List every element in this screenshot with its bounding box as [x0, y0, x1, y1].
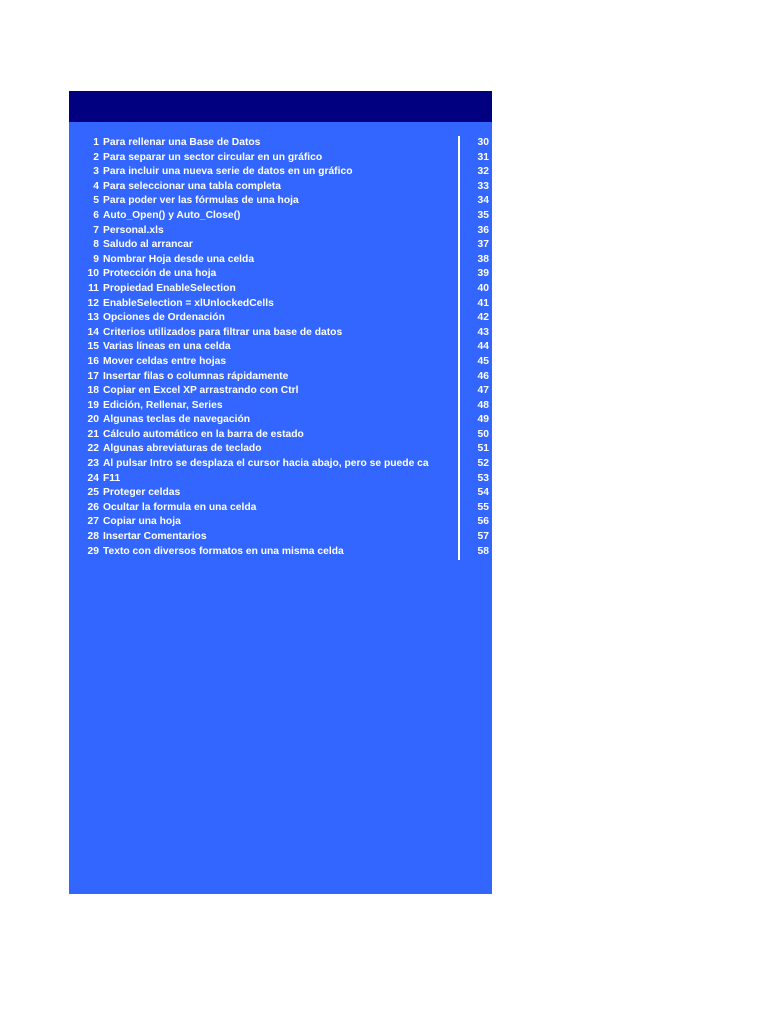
index-title[interactable]: Criterios utilizados para filtrar una base de datos [103, 326, 343, 338]
index-right-number: 58 [477, 545, 489, 557]
index-right-number: 33 [477, 180, 489, 192]
index-row[interactable] [69, 501, 492, 516]
index-number: 2 [93, 151, 99, 163]
index-title[interactable]: Propiedad EnableSelection [103, 282, 236, 294]
index-right-number: 39 [477, 268, 489, 280]
index-number: 3 [93, 166, 99, 178]
index-title[interactable]: Saludo al arrancar [103, 239, 193, 251]
index-right-number: 36 [477, 224, 489, 236]
index-right-number: 34 [477, 195, 489, 207]
index-right-number: 40 [477, 282, 489, 294]
index-number: 27 [87, 516, 99, 528]
index-title[interactable]: Insertar Comentarios [103, 531, 207, 543]
index-title[interactable]: Algunas teclas de navegación [103, 414, 251, 426]
index-right-number: 51 [477, 443, 489, 455]
index-number: 24 [87, 472, 99, 484]
index-number: 9 [93, 253, 99, 265]
index-row[interactable] [69, 545, 492, 560]
index-row[interactable] [69, 370, 492, 385]
index-number: 6 [93, 209, 99, 221]
index-title[interactable]: Varias líneas en una celda [103, 341, 231, 353]
index-row[interactable] [69, 253, 492, 268]
index-title[interactable]: Al pulsar Intro se desplaza el cursor hacia abajo, pero se puede ca [103, 458, 429, 470]
index-right-number: 57 [477, 531, 489, 543]
index-title[interactable]: Para rellenar una Base de Datos [103, 137, 261, 148]
index-title[interactable]: Edición, Rellenar, Series [103, 399, 223, 411]
index-number: 7 [93, 224, 99, 236]
index-number: 20 [87, 414, 99, 426]
index-right-number: 37 [477, 239, 489, 251]
index-title[interactable]: Insertar filas o columnas rápidamente [103, 370, 289, 382]
index-row[interactable] [69, 224, 492, 239]
index-number: 29 [87, 545, 99, 557]
index-title[interactable]: Cálculo automático en la barra de estado [103, 428, 304, 440]
index-number: 4 [93, 180, 99, 192]
index-number: 17 [87, 370, 99, 382]
index-title[interactable]: Nombrar Hoja desde una celda [103, 253, 255, 265]
index-row[interactable] [69, 238, 492, 253]
index-sheet [69, 91, 492, 894]
index-number: 5 [93, 195, 99, 207]
index-row[interactable] [69, 311, 492, 326]
index-title[interactable]: Opciones de Ordenación [103, 312, 225, 324]
index-title[interactable]: Copiar una hoja [103, 516, 181, 528]
index-row[interactable] [69, 355, 492, 370]
index-right-number: 56 [477, 516, 489, 528]
index-row[interactable] [69, 297, 492, 312]
index-row[interactable] [69, 413, 492, 428]
index-right-number: 42 [477, 312, 489, 324]
index-row[interactable] [69, 457, 492, 472]
index-row[interactable] [69, 472, 492, 487]
index-number: 22 [87, 443, 99, 455]
index-row[interactable] [69, 340, 492, 355]
index-right-number: 48 [477, 399, 489, 411]
index-row[interactable] [69, 209, 492, 224]
index-title[interactable]: Personal.xls [103, 224, 164, 236]
index-right-number: 54 [477, 487, 489, 499]
index-right-number: 30 [477, 137, 489, 148]
index-title[interactable]: EnableSelection = xlUnlockedCells [103, 297, 274, 309]
index-row[interactable] [69, 326, 492, 341]
index-right-number: 46 [477, 370, 489, 382]
index-title[interactable]: F11 [103, 472, 121, 484]
index-row[interactable] [69, 194, 492, 209]
index-row[interactable] [69, 530, 492, 545]
index-right-number: 31 [477, 151, 489, 163]
index-row[interactable] [69, 384, 492, 399]
index-number: 25 [87, 487, 99, 499]
index-right-number: 45 [477, 355, 489, 367]
index-title[interactable]: Texto con diversos formatos en una misma celda [103, 545, 344, 557]
index-number: 26 [87, 501, 99, 513]
index-number: 10 [87, 268, 99, 280]
index-row[interactable] [69, 442, 492, 457]
index-number: 18 [87, 385, 99, 397]
index-title[interactable]: Algunas abreviaturas de teclado [103, 443, 262, 455]
index-number: 28 [87, 531, 99, 543]
index-title[interactable]: Mover celdas entre hojas [103, 355, 227, 367]
index-right-number: 52 [477, 458, 489, 470]
index-title[interactable]: Copiar en Excel XP arrastrando con Ctrl [103, 385, 299, 397]
index-number: 23 [87, 458, 99, 470]
index-number: 8 [93, 239, 99, 251]
index-row[interactable] [69, 399, 492, 414]
index-title[interactable]: Para seleccionar una tabla completa [103, 180, 281, 192]
index-row[interactable] [69, 282, 492, 297]
index-number: 16 [87, 355, 99, 367]
index-title[interactable]: Para poder ver las fórmulas de una hoja [103, 195, 299, 207]
header-bar [69, 91, 492, 122]
index-right-number: 50 [477, 428, 489, 440]
index-number: 1 [93, 137, 99, 148]
index-number: 14 [87, 326, 99, 338]
index-row[interactable] [69, 165, 492, 180]
index-row[interactable] [69, 151, 492, 166]
index-right-number: 49 [477, 414, 489, 426]
index-number: 11 [88, 282, 99, 294]
index-number: 12 [87, 297, 99, 309]
index-title[interactable]: Para incluir una nueva serie de datos en un gráfico [103, 166, 353, 178]
index-number: 15 [87, 341, 99, 353]
index-right-number: 35 [477, 209, 489, 221]
index-row[interactable] [69, 486, 492, 501]
index-row[interactable] [69, 180, 492, 195]
index-title[interactable]: Proteger celdas [103, 487, 181, 499]
index-right-number: 38 [477, 253, 489, 265]
index-row[interactable] [69, 515, 492, 530]
index-number: 19 [87, 399, 99, 411]
index-title[interactable]: Para separar un sector circular en un gráfico [103, 151, 323, 163]
index-row[interactable] [69, 267, 492, 282]
index-right-number: 43 [477, 326, 489, 338]
index-number: 13 [87, 312, 99, 324]
index-right-number: 32 [477, 166, 489, 178]
index-row[interactable] [69, 136, 492, 151]
index-row[interactable] [69, 428, 492, 443]
index-right-number: 47 [477, 385, 489, 397]
index-right-number: 55 [477, 501, 489, 513]
index-right-number: 44 [477, 341, 489, 353]
index-number: 21 [87, 428, 99, 440]
index-title[interactable]: Protección de una hoja [103, 268, 217, 280]
index-right-number: 53 [477, 472, 489, 484]
index-right-number: 41 [477, 297, 489, 309]
index-title[interactable]: Ocultar la formula en una celda [103, 501, 257, 513]
index-list [69, 136, 492, 559]
index-title[interactable]: Auto_Open() y Auto_Close() [103, 209, 241, 221]
